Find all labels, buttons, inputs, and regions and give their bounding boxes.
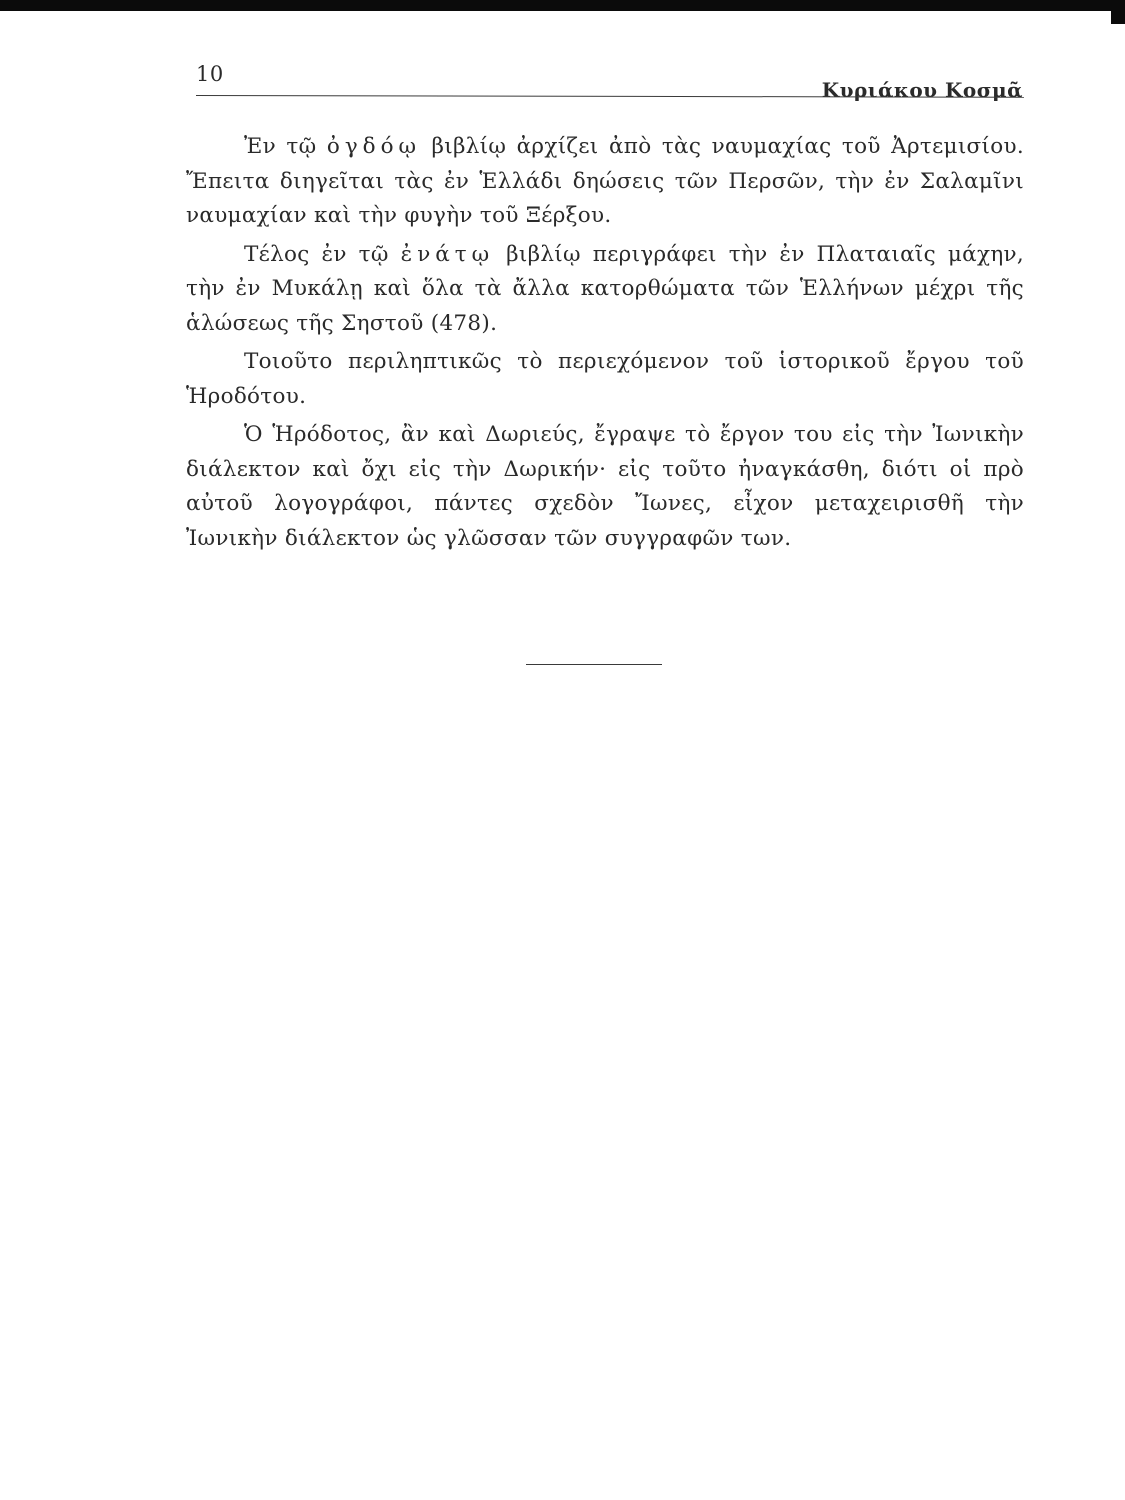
scan-right-edge <box>1111 0 1125 24</box>
emphasized-word: ὀγδόῳ <box>326 134 422 159</box>
paragraph <box>186 418 1024 556</box>
paragraph <box>186 238 1024 342</box>
paragraph-text: Τοιοῦτο περιληπτικῶς τὸ περιεχόμενον τοῦ ἱστορικοῦ ἔργου τοῦ Ἡροδότου. <box>186 349 1024 409</box>
body-text <box>186 130 1024 560</box>
paragraph <box>186 345 1024 414</box>
scan-top-border <box>0 0 1125 11</box>
paragraph-text: βιβλίῳ περιγράφει τὴν ἐν Πλαταιαῖς μάχην, τὴν ἐν Μυκάλῃ καὶ ὅλα τὰ ἄλλα κατορθώματα τῶν Ἑλλήνων μέχρι τῆς ἁλώσεως τῆς Σηστοῦ (478). <box>186 241 1024 336</box>
emphasized-word: ἐνάτῳ <box>400 241 495 267</box>
paragraph-text: βιβλίῳ ἀρχίζει ἀπὸ τὰς ναυμαχίας τοῦ Ἀρτεμισίου. Ἔπειτα διηγεῖται τὰς ἐν Ἑλλάδι δηώσεις τῶν Περσῶν, τὴν ἐν Σαλαμῖνι ναυμαχίαν καὶ τὴν φυγὴν τοῦ Ξέρξου. <box>186 134 1024 228</box>
paragraph-text: Τέλος ἐν τῷ <box>244 241 401 267</box>
paragraph <box>186 130 1024 234</box>
paragraph-text: Ἐν τῷ <box>244 134 327 159</box>
page-number: 10 <box>196 62 224 86</box>
paragraph-text: Ὁ Ἡρόδοτος, ἂν καὶ Δωριεύς, ἔγραψε τὸ ἔργον του εἰς τὴν Ἰωνικὴν διάλεκτον καὶ ὄχι εἰς τὴν Δωρικήν· εἰς τοῦτο ἠναγκάσθη, διότι οἱ πρὸ αὐτοῦ λογογράφοι, πάντες σχεδὸν Ἴωνες, εἶχον μεταχειρισθῆ τὴν Ἰωνικὴν διάλεκτον ὡς γλῶσσαν τῶν συγγραφῶν των. <box>186 422 1024 551</box>
section-end-rule <box>526 664 662 665</box>
running-head: Κυριάκου Κοσμᾶ <box>821 78 1023 102</box>
